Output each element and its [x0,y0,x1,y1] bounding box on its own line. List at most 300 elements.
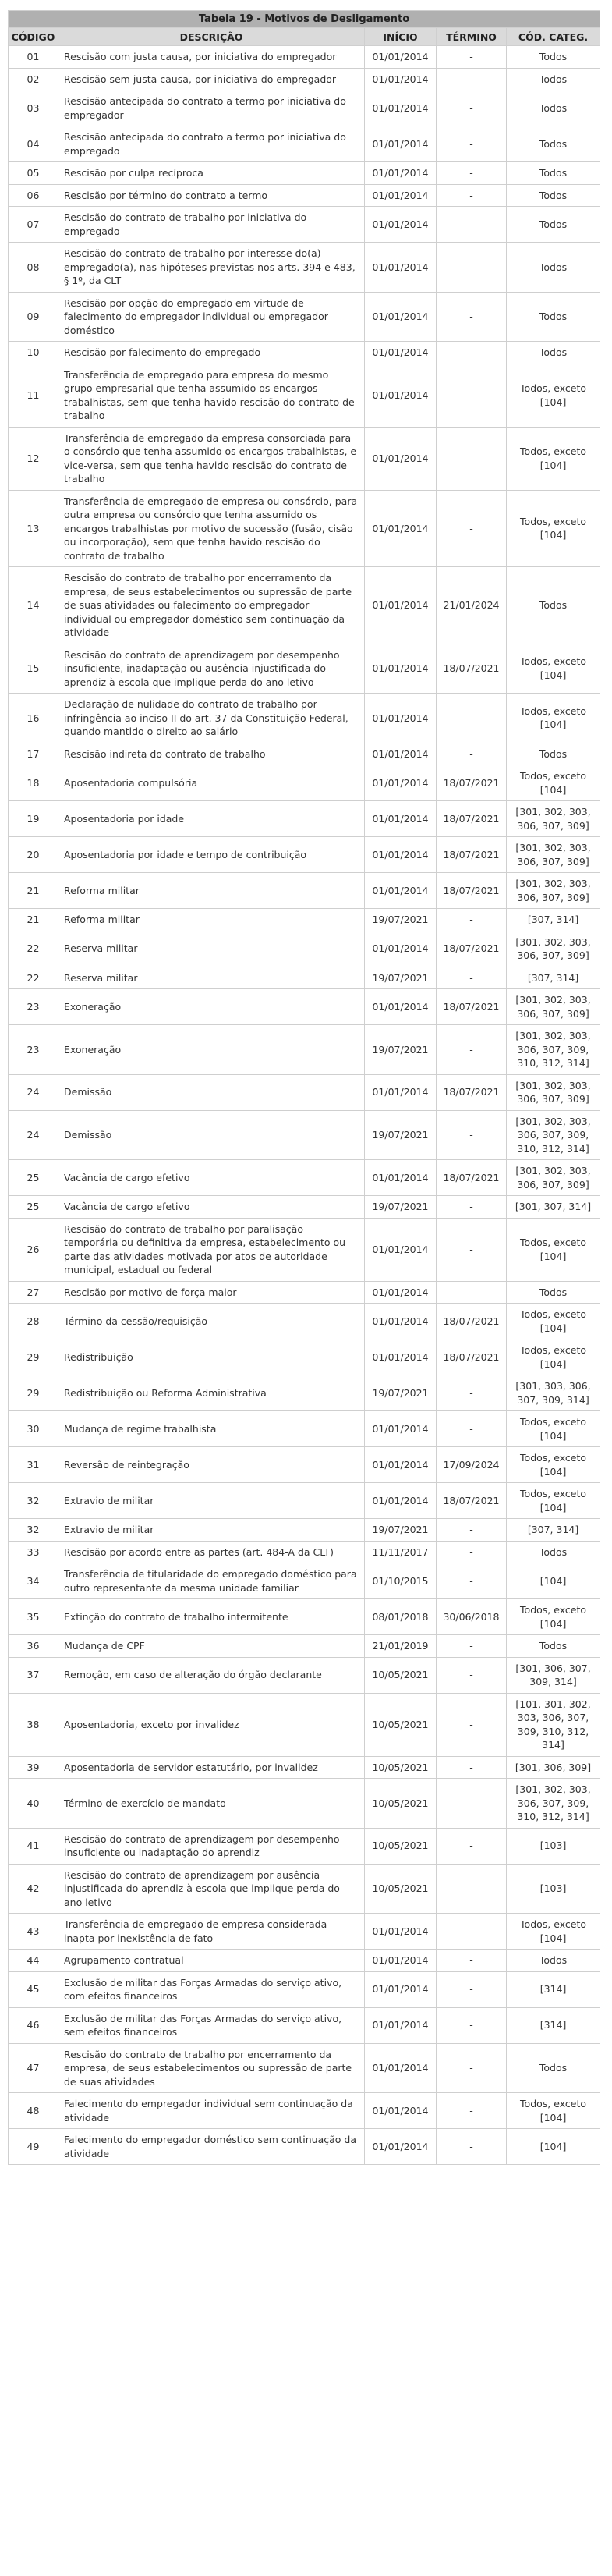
cell-termino: - [437,364,507,427]
cell-codigo: 05 [9,162,58,185]
table-row [9,46,600,69]
table-row [9,1657,600,1693]
cell-inicio: 01/01/2014 [365,1074,437,1110]
cell-descricao: Vacância de cargo efetivo [58,1196,365,1219]
cell-descricao: Demissão [58,1074,365,1110]
cell-descricao: Declaração de nulidade do contrato de trabalho por infringência ao inciso II do art. 37 da Constituição Federal, quando mantido o direito ao salário [58,694,365,743]
cell-cod-categ: [301, 302, 303, 306, 307, 309] [507,1074,600,1110]
table-row [9,1160,600,1196]
cell-codigo: 25 [9,1160,58,1196]
cell-inicio: 01/01/2014 [365,743,437,765]
cell-descricao: Término de exercício de mandato [58,1779,365,1829]
table-row [9,68,600,90]
table-row [9,126,600,162]
table-row [9,1339,600,1375]
table-row [9,1375,600,1411]
cell-descricao: Rescisão do contrato de trabalho por encerramento da empresa, de seus estabelecimentos ou supressão de parte de suas atividades ou falecimento do empregador individual ou empregador doméstico sem continuação da atividade [58,567,365,644]
table-row [9,801,600,837]
cell-codigo: 29 [9,1339,58,1375]
cell-descricao: Transferência de empregado para empresa do mesmo grupo empresarial que tenha assumido os encargos trabalhistas, sem que tenha havido rescisão do contrato de trabalho [58,364,365,427]
table-row [9,644,600,694]
cell-codigo: 23 [9,989,58,1025]
cell-inicio: 01/01/2014 [365,644,437,694]
cell-cod-categ: [314] [507,2007,600,2043]
cell-termino: - [437,1914,507,1950]
cell-codigo: 28 [9,1304,58,1339]
cell-termino: - [437,1025,507,1075]
cell-descricao: Rescisão com justa causa, por iniciativa do empregador [58,46,365,69]
table-row [9,1756,600,1779]
cell-codigo: 43 [9,1914,58,1950]
cell-descricao: Transferência de empregado de empresa ou consórcio, para outra empresa ou consórcio que tenha assumido os encargos trabalhistas por motivo de sucessão (fusão, cisão ou incorporação), sem que tenha havido rescisão do contrato de trabalho [58,490,365,567]
table-row [9,2007,600,2043]
cell-descricao: Rescisão por acordo entre as partes (art. 484-A da CLT) [58,1541,365,1563]
cell-cod-categ: Todos, exceto [104] [507,2093,600,2129]
cell-inicio: 01/01/2014 [365,567,437,644]
cell-termino: - [437,1563,507,1599]
cell-inicio: 10/05/2021 [365,1693,437,1756]
cell-cod-categ: Todos [507,292,600,342]
cell-descricao: Exoneração [58,989,365,1025]
cell-termino: 21/01/2024 [437,567,507,644]
cell-descricao: Rescisão do contrato de trabalho por encerramento da empresa, de seus estabelecimentos ou supressão de parte de suas atividades [58,2043,365,2093]
cell-descricao: Transferência de empregado da empresa consorciada para o consórcio que tenha assumido os encargos trabalhistas, e vice-versa, sem que tenha havido rescisão do contrato de trabalho [58,427,365,490]
cell-descricao: Reversão de reintegração [58,1447,365,1483]
cell-codigo: 12 [9,427,58,490]
cell-inicio: 01/01/2014 [365,931,437,967]
cell-descricao: Vacância de cargo efetivo [58,1160,365,1196]
cell-termino: - [437,2129,507,2165]
cell-cod-categ: Todos, exceto [104] [507,1483,600,1519]
cell-inicio: 01/01/2014 [365,207,437,243]
cell-inicio: 01/01/2014 [365,2093,437,2129]
cell-cod-categ: Todos [507,1950,600,1972]
cell-termino: 18/07/2021 [437,644,507,694]
table-row [9,765,600,801]
motivos-desligamento-table [8,10,600,2165]
cell-termino: - [437,490,507,567]
cell-codigo: 45 [9,1971,58,2007]
cell-cod-categ: Todos [507,1541,600,1563]
cell-inicio: 01/01/2014 [365,1914,437,1950]
cell-cod-categ: Todos, exceto [104] [507,644,600,694]
cell-termino: - [437,1196,507,1219]
cell-cod-categ: Todos [507,207,600,243]
cell-termino: - [437,342,507,364]
cell-cod-categ: [301, 306, 307, 309, 314] [507,1657,600,1693]
table-row [9,490,600,567]
table-row [9,1196,600,1219]
cell-termino: - [437,2043,507,2093]
cell-codigo: 35 [9,1599,58,1635]
cell-inicio: 01/10/2015 [365,1563,437,1599]
cell-inicio: 19/07/2021 [365,1196,437,1219]
cell-cod-categ: Todos [507,126,600,162]
cell-termino: - [437,427,507,490]
cell-cod-categ: Todos, exceto [104] [507,490,600,567]
table-row [9,1281,600,1304]
cell-termino: - [437,90,507,126]
cell-codigo: 39 [9,1756,58,1779]
cell-descricao: Rescisão do contrato de trabalho por paralisação temporária ou definitiva da empresa, estabelecimento ou parte das atividades motivada por atos de autoridade municipal, estadual ou federal [58,1218,365,1281]
cell-codigo: 09 [9,292,58,342]
cell-codigo: 24 [9,1074,58,1110]
table-row [9,989,600,1025]
cell-inicio: 01/01/2014 [365,243,437,293]
cell-codigo: 20 [9,837,58,873]
cell-descricao: Rescisão do contrato de trabalho por interesse do(a) empregado(a), nas hipóteses previstas nos arts. 394 e 483, § 1º, da CLT [58,243,365,293]
cell-cod-categ: [101, 301, 302, 303, 306, 307, 309, 310, 312, 314] [507,1693,600,1756]
header-inicio: INÍCIO [365,28,437,46]
cell-descricao: Rescisão antecipada do contrato a termo por iniciativa do empregado [58,126,365,162]
cell-cod-categ: [301, 302, 303, 306, 307, 309, 310, 312, 314] [507,1779,600,1829]
cell-inicio: 01/01/2014 [365,765,437,801]
cell-termino: - [437,1657,507,1693]
cell-inicio: 01/01/2014 [365,292,437,342]
cell-descricao: Aposentadoria por idade [58,801,365,837]
table-row [9,1864,600,1914]
cell-inicio: 19/07/2021 [365,1375,437,1411]
cell-termino: 18/07/2021 [437,1339,507,1375]
cell-inicio: 19/07/2021 [365,909,437,931]
cell-termino: 18/07/2021 [437,873,507,909]
cell-inicio: 01/01/2014 [365,342,437,364]
header-termino: TÉRMINO [437,28,507,46]
cell-cod-categ: Todos [507,743,600,765]
table-row [9,1025,600,1075]
cell-inicio: 01/01/2014 [365,694,437,743]
cell-termino: - [437,1281,507,1304]
cell-codigo: 02 [9,68,58,90]
cell-descricao: Extravio de militar [58,1483,365,1519]
cell-inicio: 10/05/2021 [365,1756,437,1779]
table-row [9,2129,600,2165]
cell-inicio: 01/01/2014 [365,46,437,69]
cell-inicio: 21/01/2019 [365,1635,437,1658]
header-codigo: CÓDIGO [9,28,58,46]
cell-codigo: 32 [9,1519,58,1542]
cell-termino: - [437,243,507,293]
cell-cod-categ: Todos, exceto [104] [507,1339,600,1375]
cell-descricao: Mudança de CPF [58,1635,365,1658]
cell-termino: - [437,1950,507,1972]
table-row [9,243,600,293]
table-row [9,1447,600,1483]
cell-descricao: Reforma militar [58,909,365,931]
cell-inicio: 01/01/2014 [365,1447,437,1483]
cell-descricao: Rescisão por opção do empregado em virtude de falecimento do empregador individual ou empregador doméstico [58,292,365,342]
cell-inicio: 01/01/2014 [365,1411,437,1447]
cell-descricao: Demissão [58,1110,365,1160]
cell-descricao: Aposentadoria compulsória [58,765,365,801]
cell-codigo: 27 [9,1281,58,1304]
cell-cod-categ: Todos [507,243,600,293]
cell-inicio: 01/01/2014 [365,490,437,567]
cell-termino: - [437,162,507,185]
cell-codigo: 32 [9,1483,58,1519]
cell-cod-categ: [307, 314] [507,909,600,931]
cell-codigo: 48 [9,2093,58,2129]
cell-codigo: 06 [9,184,58,207]
cell-termino: - [437,1218,507,1281]
cell-codigo: 22 [9,931,58,967]
cell-termino: - [437,1110,507,1160]
cell-termino: - [437,68,507,90]
cell-termino: - [437,909,507,931]
cell-descricao: Exoneração [58,1025,365,1075]
cell-termino: - [437,1756,507,1779]
cell-codigo: 42 [9,1864,58,1914]
table-row [9,1828,600,1864]
cell-descricao: Aposentadoria de servidor estatutário, por invalidez [58,1756,365,1779]
cell-inicio: 01/01/2014 [365,1971,437,2007]
cell-inicio: 01/01/2014 [365,2129,437,2165]
cell-descricao: Rescisão do contrato de aprendizagem por ausência injustificada do aprendiz à escola que implique perda do ano letivo [58,1864,365,1914]
cell-termino: - [437,126,507,162]
cell-cod-categ: [103] [507,1864,600,1914]
cell-inicio: 19/07/2021 [365,967,437,989]
table-row [9,837,600,873]
cell-inicio: 01/01/2014 [365,837,437,873]
cell-cod-categ: [314] [507,1971,600,2007]
cell-inicio: 19/07/2021 [365,1025,437,1075]
cell-descricao: Aposentadoria, exceto por invalidez [58,1693,365,1756]
cell-descricao: Término da cessão/requisição [58,1304,365,1339]
cell-termino: 18/07/2021 [437,1304,507,1339]
cell-inicio: 01/01/2014 [365,364,437,427]
table-row [9,1110,600,1160]
cell-termino: - [437,292,507,342]
cell-cod-categ: [307, 314] [507,1519,600,1542]
cell-cod-categ: Todos [507,1281,600,1304]
cell-descricao: Redistribuição [58,1339,365,1375]
cell-termino: 18/07/2021 [437,1074,507,1110]
cell-cod-categ: [301, 306, 309] [507,1756,600,1779]
cell-descricao: Rescisão por motivo de força maior [58,1281,365,1304]
table-row [9,1519,600,1542]
cell-termino: - [437,1541,507,1563]
cell-cod-categ: [301, 302, 303, 306, 307, 309] [507,989,600,1025]
cell-inicio: 01/01/2014 [365,68,437,90]
cell-cod-categ: Todos [507,184,600,207]
table-row [9,1693,600,1756]
cell-codigo: 46 [9,2007,58,2043]
cell-inicio: 01/01/2014 [365,90,437,126]
cell-descricao: Rescisão sem justa causa, por iniciativa do empregador [58,68,365,90]
cell-descricao: Extinção do contrato de trabalho intermitente [58,1599,365,1635]
cell-cod-categ: Todos, exceto [104] [507,765,600,801]
table-title: Tabela 19 - Motivos de Desligamento [9,11,600,28]
header-descricao: DESCRIÇÃO [58,28,365,46]
cell-inicio: 01/01/2014 [365,162,437,185]
cell-cod-categ: [103] [507,1828,600,1864]
cell-codigo: 30 [9,1411,58,1447]
cell-cod-categ: Todos, exceto [104] [507,694,600,743]
cell-cod-categ: Todos [507,567,600,644]
cell-termino: 18/07/2021 [437,765,507,801]
table-row [9,1218,600,1281]
cell-termino: 18/07/2021 [437,1160,507,1196]
cell-codigo: 16 [9,694,58,743]
cell-inicio: 01/01/2014 [365,1339,437,1375]
cell-cod-categ: Todos, exceto [104] [507,1411,600,1447]
cell-descricao: Rescisão por falecimento do empregado [58,342,365,364]
cell-codigo: 08 [9,243,58,293]
cell-codigo: 26 [9,1218,58,1281]
cell-inicio: 11/11/2017 [365,1541,437,1563]
cell-cod-categ: [301, 303, 306, 307, 309, 314] [507,1375,600,1411]
cell-codigo: 01 [9,46,58,69]
cell-inicio: 19/07/2021 [365,1519,437,1542]
cell-codigo: 07 [9,207,58,243]
cell-descricao: Agrupamento contratual [58,1950,365,1972]
table-row [9,1074,600,1110]
cell-descricao: Reserva militar [58,931,365,967]
cell-inicio: 01/01/2014 [365,2007,437,2043]
table-row [9,743,600,765]
cell-codigo: 44 [9,1950,58,1972]
cell-inicio: 01/01/2014 [365,1950,437,1972]
table-row [9,1304,600,1339]
cell-codigo: 40 [9,1779,58,1829]
cell-descricao: Rescisão do contrato de trabalho por iniciativa do empregado [58,207,365,243]
table-row [9,342,600,364]
table-row [9,1950,600,1972]
table-body [9,46,600,2165]
cell-descricao: Mudança de regime trabalhista [58,1411,365,1447]
cell-codigo: 03 [9,90,58,126]
cell-inicio: 01/01/2014 [365,126,437,162]
cell-cod-categ: Todos [507,68,600,90]
cell-termino: - [437,184,507,207]
cell-cod-categ: [301, 302, 303, 306, 307, 309] [507,801,600,837]
cell-codigo: 15 [9,644,58,694]
cell-codigo: 31 [9,1447,58,1483]
cell-codigo: 21 [9,909,58,931]
cell-termino: 18/07/2021 [437,989,507,1025]
table-row [9,1563,600,1599]
table-row [9,1483,600,1519]
cell-codigo: 19 [9,801,58,837]
cell-termino: - [437,46,507,69]
table-row [9,567,600,644]
cell-cod-categ: Todos [507,90,600,126]
cell-inicio: 10/05/2021 [365,1828,437,1864]
cell-descricao: Exclusão de militar das Forças Armadas do serviço ativo, sem efeitos financeiros [58,2007,365,2043]
table-header-row [9,28,600,46]
cell-termino: - [437,207,507,243]
cell-cod-categ: Todos, exceto [104] [507,1218,600,1281]
cell-descricao: Falecimento do empregador doméstico sem continuação da atividade [58,2129,365,2165]
table-row [9,1779,600,1829]
cell-termino: - [437,1779,507,1829]
cell-cod-categ: Todos [507,1635,600,1658]
cell-codigo: 49 [9,2129,58,2165]
cell-termino: - [437,1375,507,1411]
cell-cod-categ: Todos, exceto [104] [507,1304,600,1339]
cell-inicio: 01/01/2014 [365,1160,437,1196]
table-row [9,1541,600,1563]
table-row [9,1914,600,1950]
cell-codigo: 41 [9,1828,58,1864]
table-row [9,1971,600,2007]
cell-cod-categ: [307, 314] [507,967,600,989]
cell-codigo: 21 [9,873,58,909]
cell-cod-categ: [301, 302, 303, 306, 307, 309, 310, 312, 314] [507,1110,600,1160]
cell-cod-categ: Todos, exceto [104] [507,427,600,490]
cell-codigo: 17 [9,743,58,765]
table-row [9,931,600,967]
header-cod-categ: CÓD. CATEG. [507,28,600,46]
cell-termino: - [437,1411,507,1447]
cell-inicio: 10/05/2021 [365,1864,437,1914]
cell-termino: - [437,2007,507,2043]
cell-descricao: Transferência de empregado de empresa considerada inapta por inexistência de fato [58,1914,365,1950]
cell-termino: 18/07/2021 [437,837,507,873]
cell-descricao: Rescisão do contrato de aprendizagem por desempenho insuficiente ou inadaptação do aprendiz [58,1828,365,1864]
cell-descricao: Extravio de militar [58,1519,365,1542]
table-row [9,1635,600,1658]
cell-cod-categ: [104] [507,2129,600,2165]
cell-cod-categ: [301, 307, 314] [507,1196,600,1219]
cell-cod-categ: [301, 302, 303, 306, 307, 309] [507,873,600,909]
cell-inicio: 08/01/2018 [365,1599,437,1635]
cell-descricao: Falecimento do empregador individual sem continuação da atividade [58,2093,365,2129]
table-row [9,2093,600,2129]
cell-termino: - [437,1693,507,1756]
cell-cod-categ: [301, 302, 303, 306, 307, 309, 310, 312, 314] [507,1025,600,1075]
cell-inicio: 01/01/2014 [365,2043,437,2093]
cell-descricao: Rescisão por culpa recíproca [58,162,365,185]
cell-codigo: 37 [9,1657,58,1693]
table-row [9,90,600,126]
table-row [9,873,600,909]
cell-termino: 18/07/2021 [437,801,507,837]
cell-termino: - [437,1635,507,1658]
table-row [9,2043,600,2093]
cell-cod-categ: [104] [507,1563,600,1599]
table-row [9,364,600,427]
cell-descricao: Aposentadoria por idade e tempo de contribuição [58,837,365,873]
cell-termino: 17/09/2024 [437,1447,507,1483]
cell-descricao: Rescisão indireta do contrato de trabalho [58,743,365,765]
table-row [9,427,600,490]
cell-descricao: Redistribuição ou Reforma Administrativa [58,1375,365,1411]
cell-descricao: Rescisão antecipada do contrato a termo por iniciativa do empregador [58,90,365,126]
cell-codigo: 25 [9,1196,58,1219]
cell-termino: - [437,1971,507,2007]
cell-codigo: 23 [9,1025,58,1075]
table-row [9,1599,600,1635]
cell-codigo: 22 [9,967,58,989]
cell-cod-categ: Todos, exceto [104] [507,1447,600,1483]
cell-inicio: 01/01/2014 [365,184,437,207]
cell-codigo: 38 [9,1693,58,1756]
cell-codigo: 14 [9,567,58,644]
table-row [9,162,600,185]
cell-termino: - [437,743,507,765]
cell-codigo: 36 [9,1635,58,1658]
cell-termino: - [437,1828,507,1864]
cell-termino: 18/07/2021 [437,931,507,967]
cell-cod-categ: Todos [507,2043,600,2093]
cell-inicio: 19/07/2021 [365,1110,437,1160]
cell-codigo: 29 [9,1375,58,1411]
table-title-row [9,11,600,28]
cell-descricao: Reserva militar [58,967,365,989]
cell-codigo: 47 [9,2043,58,2093]
cell-termino: 30/06/2018 [437,1599,507,1635]
